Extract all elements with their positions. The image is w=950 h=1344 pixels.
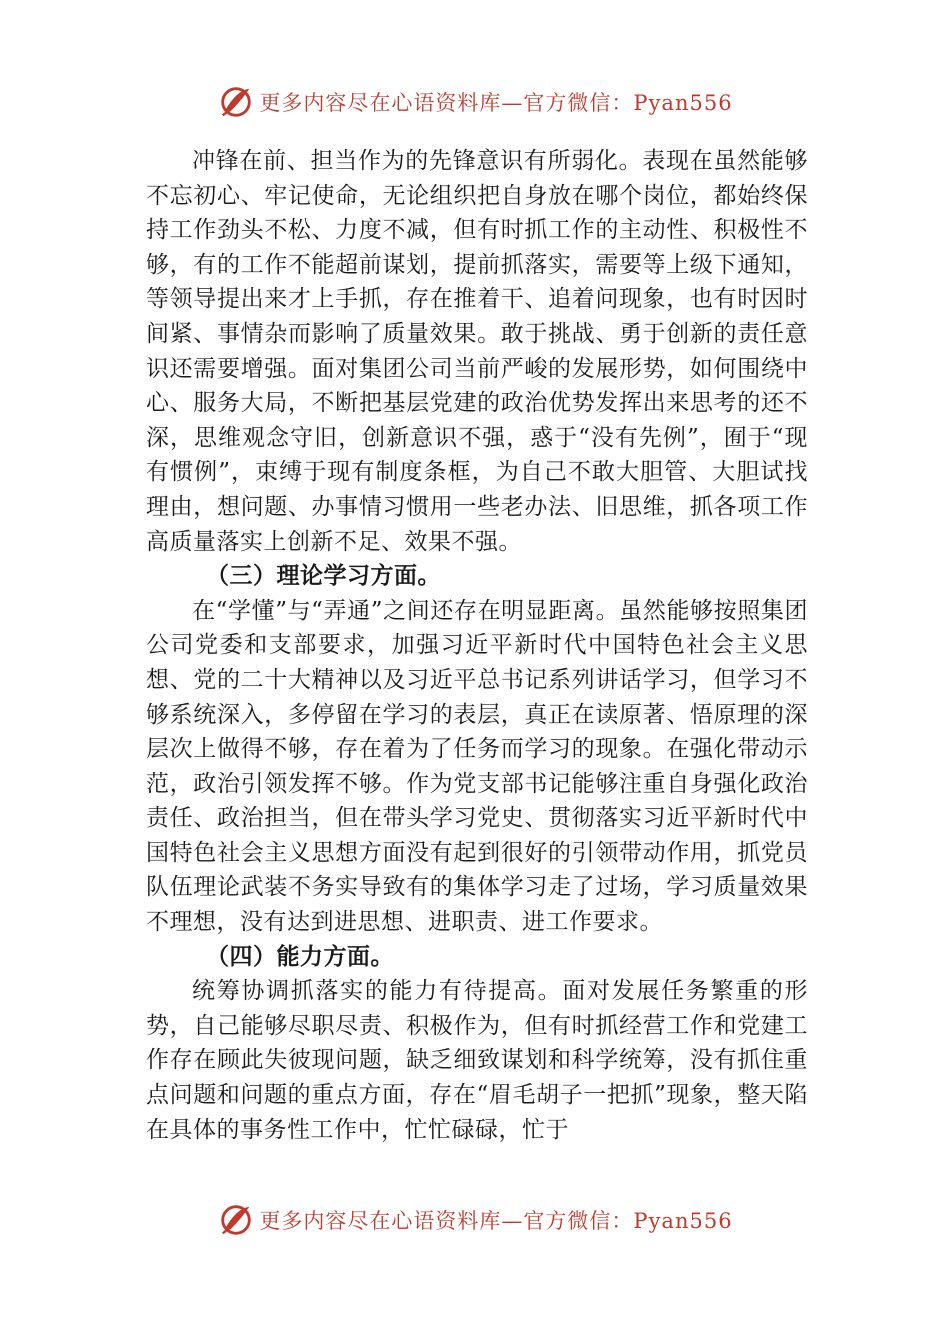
document-body: [146, 144, 808, 1147]
section-heading: （三）理论学习方面。: [206, 562, 441, 590]
footer-watermark: [0, 1200, 950, 1240]
pen-logo-icon: [217, 83, 255, 121]
paragraph: 在“学懂”与“弄通”之间还存在明显距离。虽然能够按照集团公司党委和支部要求，加强习近平新时代中国特色社会主义思想、党的二十大精神以及习近平总书记系列讲话学习，但学习不够系统深入，多停留在学习的表层，真正在读原著、悟原理的深层次上做得不够，存在着为了任务而学习的现象。在强化带动示范，政治引领发挥不够。作为党支部书记能够注重自身强化政治责任、政治担当，但在带头学习党史、贯彻落实习近平新时代中国特色社会主义思想方面没有起到很好的引领带动作用，抓党员队伍理论武装不务实导致有的集体学习走了过场，学习质量效果不理想，没有达到进思想、进职责、进工作要求。: [146, 597, 808, 936]
watermark-text: 更多内容尽在心语资料库—官方微信：Pyan556: [259, 91, 733, 115]
watermark-text: 更多内容尽在心语资料库—官方微信：Pyan556: [259, 1209, 733, 1233]
header-watermark: [0, 80, 950, 124]
section-heading: （四）能力方面。: [206, 942, 394, 970]
paragraph: 统筹协调抓落实的能力有待提高。面对发展任务繁重的形势，自己能够尽职尽责、积极作为，但有时抓经营工作和党建工作存在顾此失彼现问题，缺乏细致谋划和科学统筹，没有抓住重点问题和问题的重点方面，存在“眉毛胡子一把抓”现象，整天陷在具体的事务性工作中，忙忙碌碌，忙于: [146, 978, 808, 1143]
paragraph: 冲锋在前、担当作为的先锋意识有所弱化。表现在虽然能够不忘初心、牢记使命，无论组织把自身放在哪个岗位，都始终保持工作劲头不松、力度不减，但有时抓工作的主动性、积极性不够，有的工作不能超前谋划，提前抓落实，需要等上级下通知，等领导提出来才上手抓，存在推着干、追着问现象，也有时因时间紧、事情杂而影响了质量效果。敢于挑战、勇于创新的责任意识还需要增强。面对集团公司当前严峻的发展形势，如何围绕中心、服务大局，不断把基层党建的政治优势发挥出来思考的还不深，思维观念守旧，创新意识不强，惑于“没有先例”，囿于“现有惯例”，束缚于现有制度条框，为自己不敢大胆管、大胆试找理由，想问题、办事情习惯用一些老办法、旧思维，抓各项工作高质量落实上创新不足、效果不强。: [146, 148, 808, 555]
pen-logo-icon: [217, 1201, 255, 1239]
